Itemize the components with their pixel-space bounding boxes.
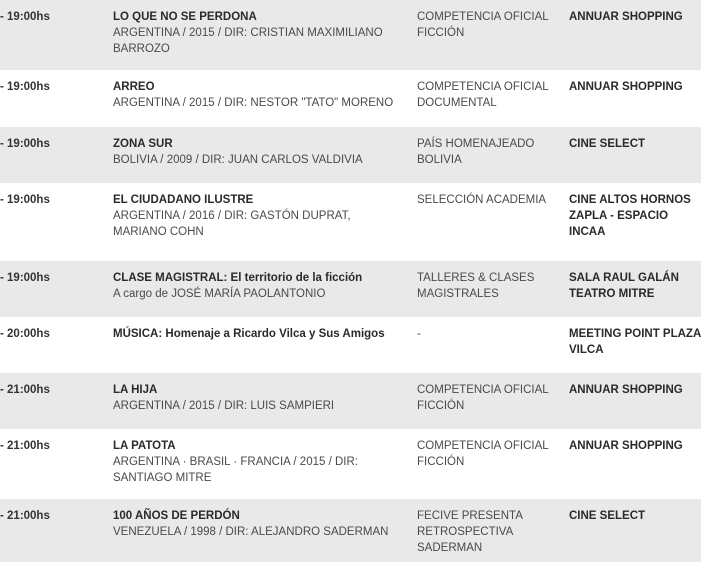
schedule-row bbox=[0, 183, 701, 261]
showtime: - 19:00hs bbox=[0, 138, 50, 150]
film-details bbox=[113, 524, 403, 540]
film-title[interactable]: CLASE MAGISTRAL: El territorio de la ficción bbox=[113, 272, 363, 284]
schedule-row bbox=[0, 317, 701, 373]
schedule-row bbox=[0, 127, 701, 183]
film-info bbox=[113, 9, 403, 57]
venue: ANNUAR SHOPPING bbox=[569, 11, 683, 23]
schedule-row bbox=[0, 373, 701, 429]
showtime: - 19:00hs bbox=[0, 81, 50, 93]
venue: ANNUAR SHOPPING bbox=[569, 384, 683, 396]
schedule-row bbox=[0, 261, 701, 317]
festival-section: SELECCIÓN ACADEMIA bbox=[417, 194, 547, 206]
showtime: - 19:00hs bbox=[0, 194, 50, 206]
film-title[interactable]: LA PATOTA bbox=[113, 440, 176, 452]
film-title[interactable]: LO QUE NO SE PERDONA bbox=[113, 11, 257, 23]
festival-section: - bbox=[417, 328, 421, 340]
film-info bbox=[113, 192, 403, 240]
venue: CINE ALTOS HORNOS ZAPLA - ESPACIO INCAA bbox=[569, 194, 691, 238]
festival-section: COMPETENCIA OFICIAL FICCIÓN bbox=[417, 384, 549, 412]
film-detail-text: BOLIVIA / 2009 / DIR: JUAN CARLOS VALDIVIA bbox=[113, 154, 363, 166]
festival-section: COMPETENCIA OFICIAL DOCUMENTAL bbox=[417, 81, 549, 109]
film-info bbox=[113, 270, 403, 302]
venue: MEETING POINT PLAZA VILCA bbox=[569, 328, 701, 356]
film-title[interactable]: EL CIUDADANO ILUSTRE bbox=[113, 194, 254, 206]
film-detail-text: A cargo de bbox=[113, 288, 172, 300]
film-detail-text: ARGENTINA / 2015 / DIR: NESTOR "TATO" MORENO bbox=[113, 97, 394, 109]
film-detail-text: JOSÉ MARÍA PAOLANTONIO bbox=[171, 288, 326, 300]
film-detail-text: VENEZUELA / 1998 / DIR: ALEJANDRO SADERMAN bbox=[113, 526, 389, 538]
film-details bbox=[113, 25, 403, 57]
film-detail-text: ARGENTINA / 2015 / DIR: LUIS SAMPIERI bbox=[113, 400, 335, 412]
film-details bbox=[113, 208, 403, 240]
film-info bbox=[113, 438, 403, 486]
film-details bbox=[113, 95, 403, 111]
film-info bbox=[113, 79, 403, 111]
festival-section: TALLERES & CLASES MAGISTRALES bbox=[417, 272, 535, 300]
showtime: - 21:00hs bbox=[0, 440, 50, 452]
film-details bbox=[113, 398, 403, 414]
schedule-row bbox=[0, 0, 701, 70]
film-info bbox=[113, 326, 403, 342]
film-detail-text: ARGENTINA / 2016 / DIR: GASTÓN DUPRAT, MARIANO COHN bbox=[113, 210, 351, 238]
film-title[interactable]: ZONA SUR bbox=[113, 138, 173, 150]
film-info bbox=[113, 382, 403, 414]
festival-section: COMPETENCIA OFICIAL FICCIÓN bbox=[417, 11, 549, 39]
film-detail-text: ARGENTINA / 2015 / DIR: CRISTIAN MAXIMILIANO BARROZO bbox=[113, 27, 383, 55]
schedule-row bbox=[0, 499, 701, 562]
showtime: - 20:00hs bbox=[0, 328, 50, 340]
venue: SALA RAUL GALÁN TEATRO MITRE bbox=[569, 272, 679, 300]
film-details bbox=[113, 152, 403, 168]
film-title[interactable]: LA HIJA bbox=[113, 384, 158, 396]
venue: ANNUAR SHOPPING bbox=[569, 440, 683, 452]
venue: ANNUAR SHOPPING bbox=[569, 81, 683, 93]
film-details bbox=[113, 454, 403, 486]
film-title[interactable]: ARREO bbox=[113, 81, 155, 93]
film-info bbox=[113, 508, 403, 540]
film-info bbox=[113, 136, 403, 168]
film-details bbox=[113, 286, 403, 302]
venue: CINE SELECT bbox=[569, 510, 646, 522]
film-detail-text: ARGENTINA · BRASIL · FRANCIA / 2015 / DIR: SANTIAGO MITRE bbox=[113, 456, 358, 484]
schedule-row bbox=[0, 429, 701, 499]
showtime: - 19:00hs bbox=[0, 272, 50, 284]
film-title[interactable]: 100 AÑOS DE PERDÓN bbox=[113, 510, 240, 522]
showtime: - 19:00hs bbox=[0, 11, 50, 23]
showtime: - 21:00hs bbox=[0, 510, 50, 522]
festival-section: COMPETENCIA OFICIAL FICCIÓN bbox=[417, 440, 549, 468]
festival-section: PAÍS HOMENAJEADO BOLIVIA bbox=[417, 138, 535, 166]
schedule-row bbox=[0, 70, 701, 127]
venue: CINE SELECT bbox=[569, 138, 646, 150]
festival-section: FECIVE PRESENTA RETROSPECTIVA SADERMAN bbox=[417, 510, 523, 554]
showtime: - 21:00hs bbox=[0, 384, 50, 396]
film-title[interactable]: MÚSICA: Homenaje a Ricardo Vilca y Sus Amigos bbox=[113, 328, 385, 340]
